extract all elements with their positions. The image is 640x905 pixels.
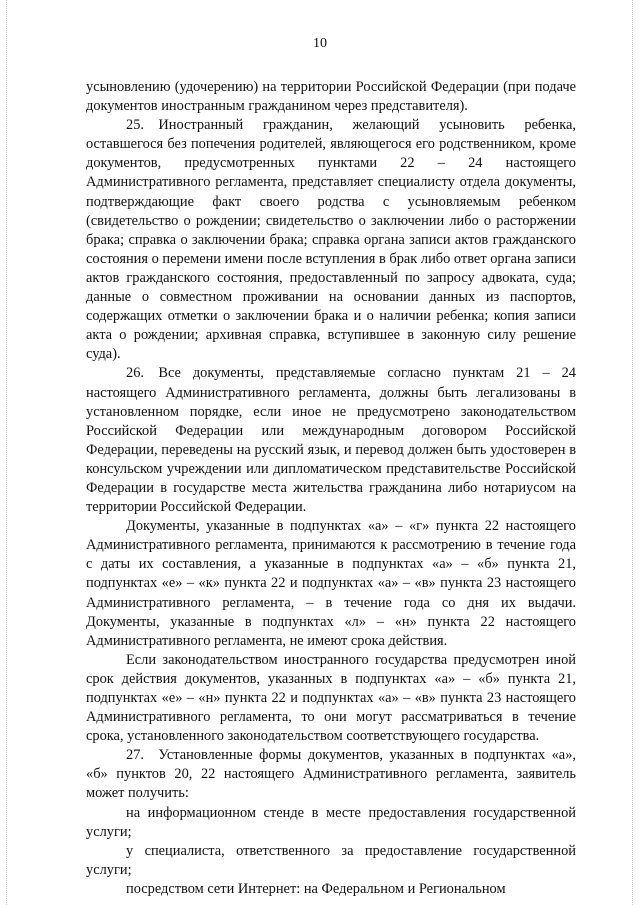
paragraph-info-stand: на информационном стенде в месте предоставления государственной услуги;	[86, 804, 576, 840]
paragraph-foreign-law-validity: Если законодательством иностранного государства предусмотрен иной срок действия документов, указанных в подпунктах «а» – «б» пункта 21, подпунктах «е» – «н» пункта 22 и подпунктах «а» – «в» пункта 23 настоящего Административного регламента, то они могут рассматриваться в течение срока, установленного законодательством соответствующего государства.	[86, 651, 576, 745]
paragraph-internet: посредством сети Интернет: на Федеральном и Региональном	[126, 880, 506, 897]
paragraph-item-25: 25. Иностранный гражданин, желающий усыновить ребенка, оставшегося без попечения родителей, являющегося его родственником, кроме документов, предусмотренных пунктами 22 – 24 настоящего Административного регламента, представляет специалисту отдела документы, подтверждающие факт своего родства с усыновляемым ребенком (свидетельство о рождении; свидетельство о заключении либо о расторжении брака; справка о заключении брака; справка органа записи актов гражданского состояния о перемени имени после вступления в брак либо ответ органа записи актов гражданского состояния, предоставленный по запросу адвоката, суда; данные о совместном проживании на основании данных из паспортов, содержащих отметки о заключении брака и о наличии ребенка; копия записи акта о рождении; архивная справка, вступившее в законную силу решение суда).	[86, 117, 576, 363]
document-body	[86, 78, 576, 899]
paragraph-documents-validity: Документы, указанные в подпунктах «а» – «г» пункта 22 настоящего Административного регламента, принимаются к рассмотрению в течение года с даты их составления, а указанные в подпунктах «а» – «б» пункта 21, подпунктах «е» – «к» пункта 22 и подпунктах «а» – «в» пункта 23 настоящего Административного регламента, – в течение года со дня их выдачи. Документы, указанные в подпунктах «л» – «н» пункта 22 настоящего Административного регламента, не имеют срока действия.	[86, 518, 576, 649]
paragraph-item-26: 26. Все документы, представляемые согласно пунктам 21 – 24 настоящего Административного регламента, должны быть легализованы в установленном порядке, если иное не предусмотрено законодательством Российской Федерации или международным договором Российской Федерации, переведены на русский язык, и перевод должен быть удостоверен в консульском учреждении или дипломатическом представительстве Российской Федерации в государстве места жительства гражданина либо нотариусом на территории Российской Федерации.	[86, 365, 576, 516]
scan-edge-left	[6, 0, 8, 905]
paragraph-item-27: 27. Установленные формы документов, указанных в подпунктах «а», «б» пунктов 20, 22 настоящего Административного регламента, заявитель может получить:	[86, 747, 576, 802]
paragraph-specialist: у специалиста, ответственного за предоставление государственной услуги;	[86, 842, 576, 878]
paragraph-continuation: усыновлению (удочерению) на территории Российской Федерации (при подаче документов иностранным гражданином через представителя).	[86, 79, 576, 115]
scan-edge-right	[632, 0, 634, 905]
page-number: 10	[313, 36, 327, 51]
